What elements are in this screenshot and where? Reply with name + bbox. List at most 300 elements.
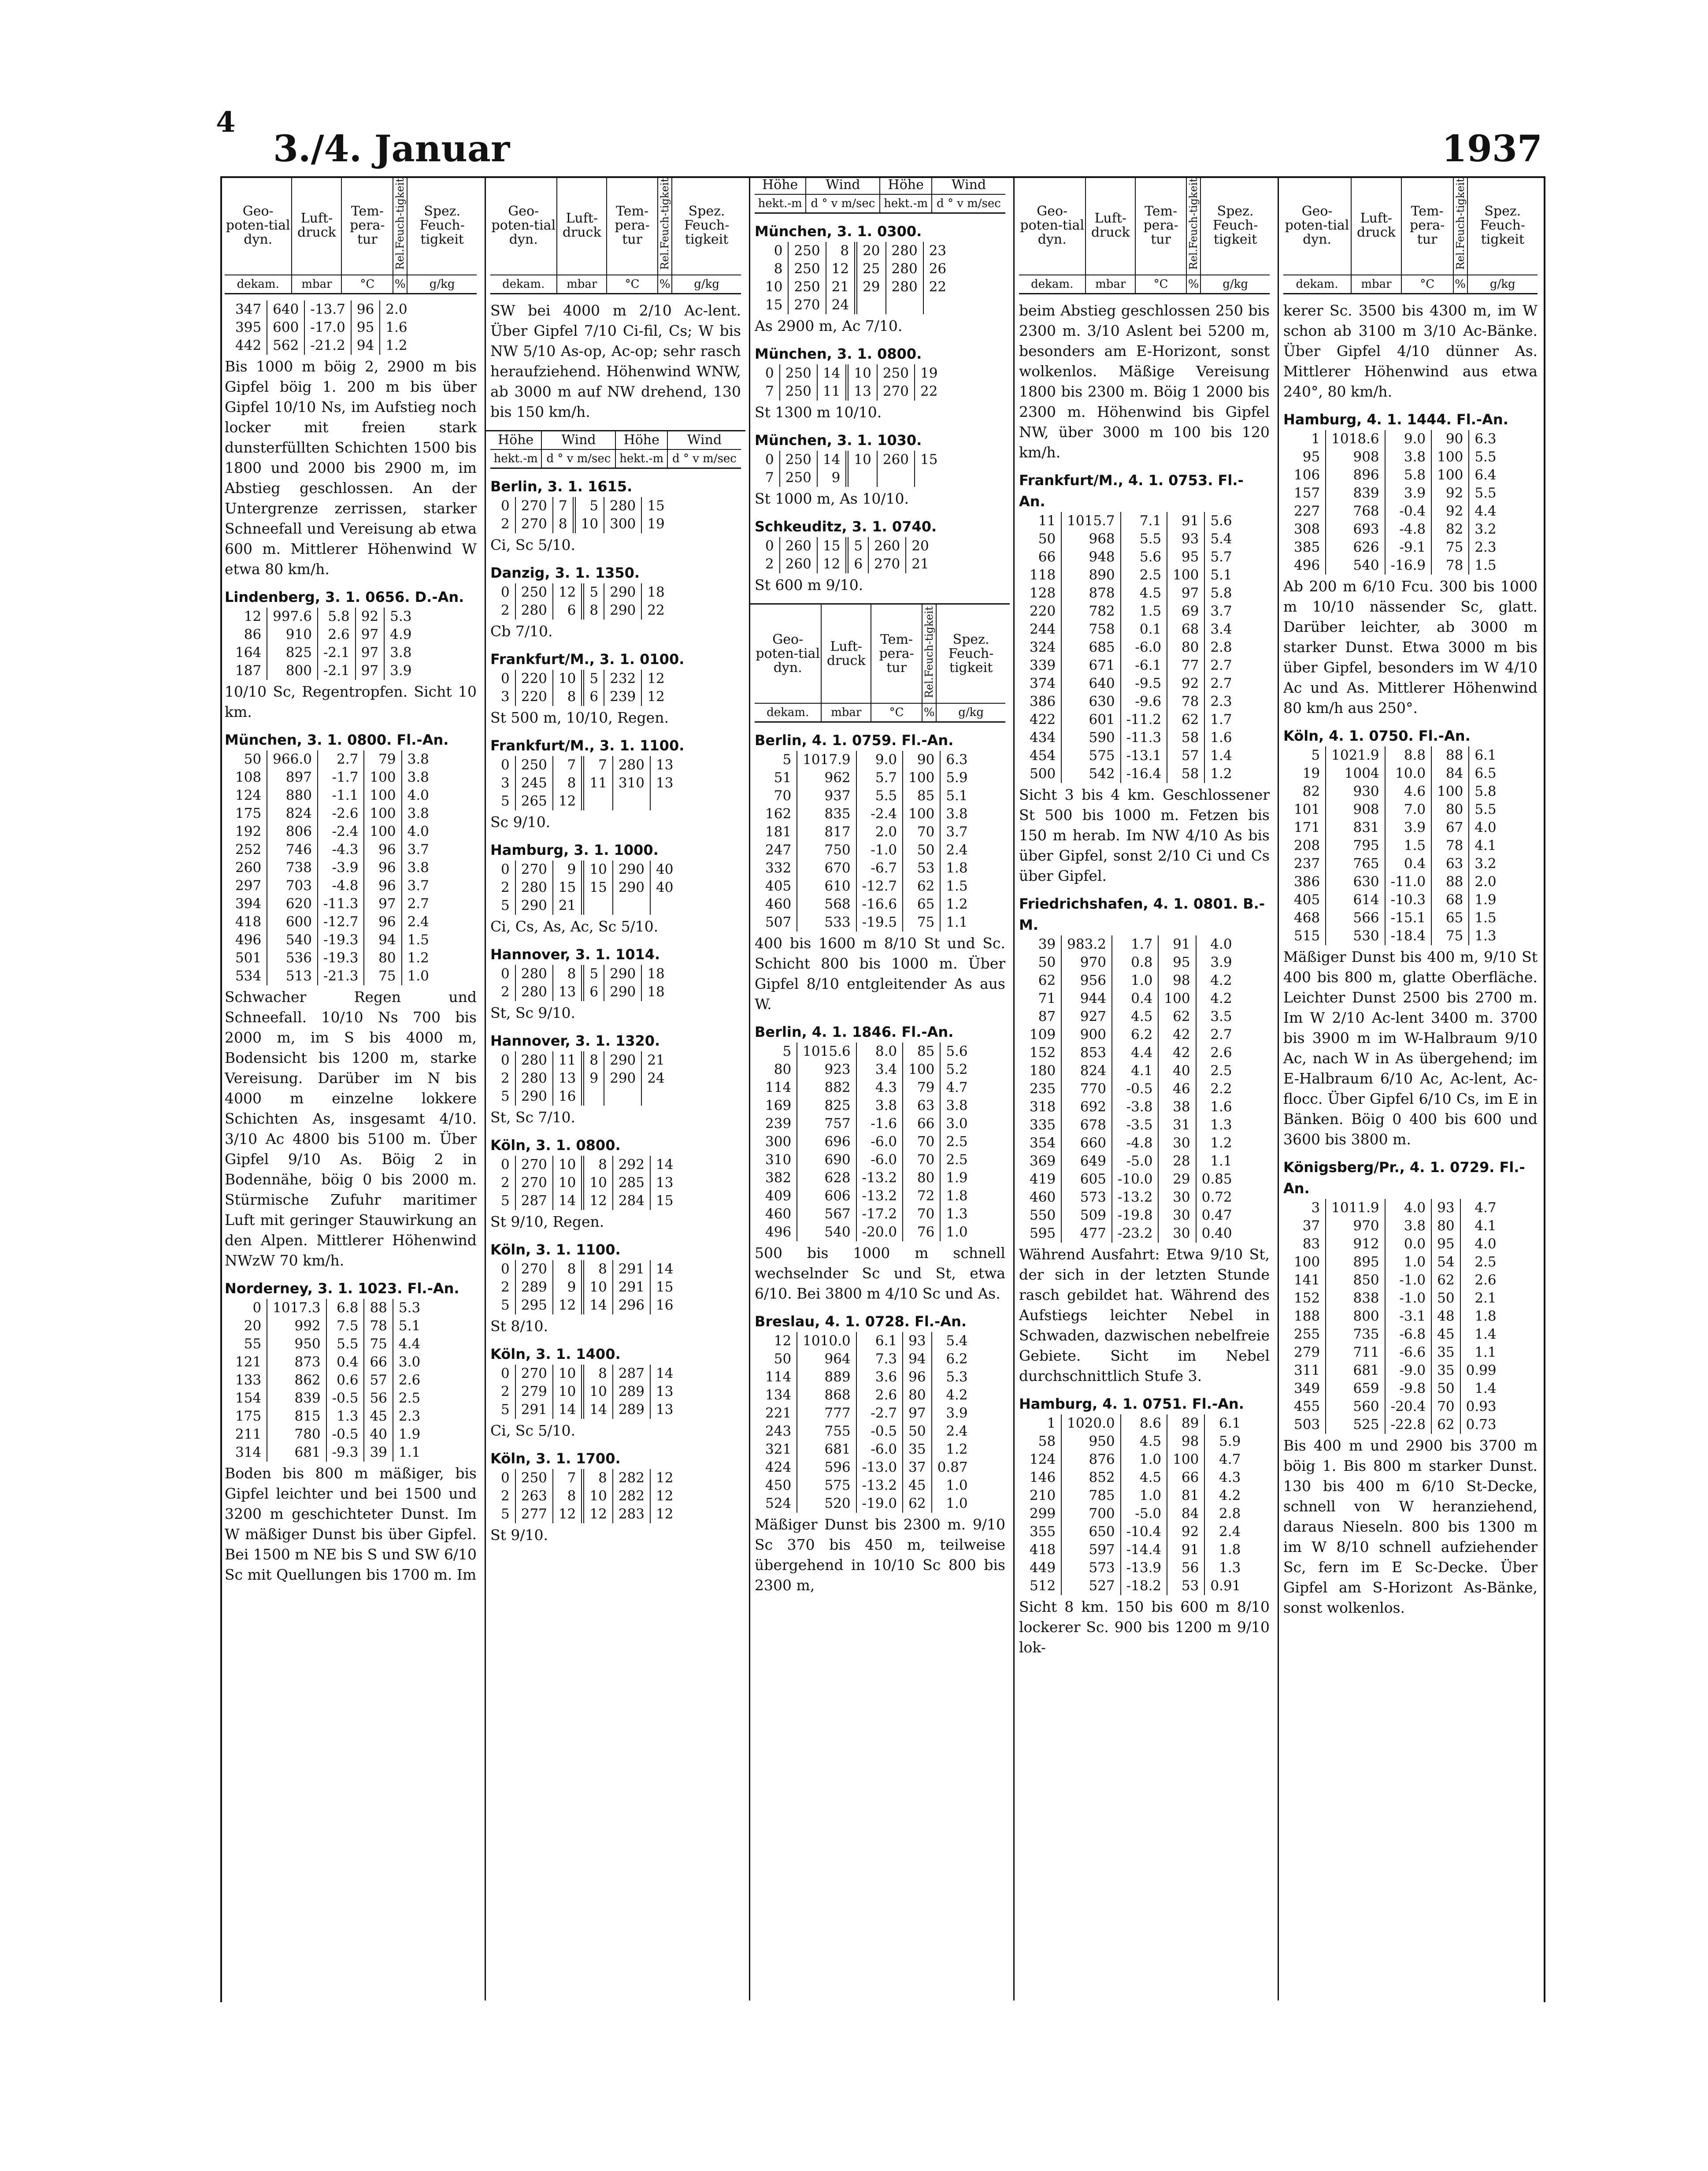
table-cell: 283 (613, 1505, 650, 1523)
table-cell: 1.0 (932, 1495, 973, 1513)
table-cell: 0.93 (1460, 1398, 1502, 1416)
station-title: Schkeuditz, 3. 1. 0740. (755, 518, 937, 535)
table-cell: 245 (515, 774, 553, 792)
table-cell: 5.5 (326, 1335, 364, 1353)
table-cell: 282 (613, 1469, 650, 1487)
station-title: Köln, 4. 1. 0750. Fl.-An. (1283, 727, 1471, 745)
table-cell: 4.5 (1121, 1469, 1167, 1487)
table-cell: 540 (797, 1223, 856, 1241)
table-cell: 1.0 (1121, 1451, 1167, 1469)
sounding-header (1019, 176, 1270, 294)
table-row (235, 319, 413, 337)
table-cell: 20 (244, 1318, 262, 1334)
table-row (501, 1192, 678, 1210)
sounding-table (235, 750, 434, 985)
table-cell: 243 (765, 1423, 792, 1440)
table-cell: 795 (1326, 837, 1385, 855)
table-cell: 6 (583, 688, 604, 706)
table-cell: 1.8 (1204, 1541, 1246, 1559)
table-cell: 442 (235, 338, 262, 354)
table-cell: 270 (788, 296, 826, 314)
table-cell: 100 (1431, 448, 1469, 466)
table-cell: -21.2 (304, 337, 351, 355)
table-cell: 1.9 (1469, 891, 1501, 909)
table-cell: -11.3 (1121, 729, 1167, 747)
table-cell: 141 (1294, 1272, 1320, 1288)
table-cell: 542 (1061, 765, 1120, 783)
column-5 (1278, 176, 1542, 2000)
wind-table (501, 497, 670, 533)
table-row (1030, 1559, 1246, 1577)
table-row (765, 1386, 973, 1404)
table-cell: 72 (903, 1187, 940, 1205)
table-cell: 263 (515, 1487, 553, 1505)
table-cell: 910 (267, 626, 318, 644)
table-cell: 12 (553, 1296, 583, 1314)
table-cell: 3.8 (940, 1097, 973, 1115)
unit-row (490, 449, 741, 468)
table-cell: 908 (1326, 448, 1385, 466)
table-cell: 4.6 (1385, 783, 1432, 801)
table-cell: 16 (650, 1296, 678, 1314)
sounding-note: Bis 400 m und 2900 bis 3700 m böig 1. Bis 800 m starker Dunst. 130 bis 400 m 6/10 St-Decke, schnell von W heranziehend, daraus Nieseln. 800 bis 1300 m im W 8/10 schnell aufziehender Sc, fern im E Sc-Decke. Über Gipfel am S-Horizont As-Bänke, sonst wolkenlos. (1283, 1437, 1538, 1617)
table-cell: 1.6 (380, 319, 412, 337)
table-row (501, 670, 670, 688)
table-cell: 300 (604, 515, 641, 533)
table-cell: 6.3 (940, 751, 973, 769)
table-cell: 92 (1431, 484, 1469, 502)
wind-note: Sc 9/10. (490, 813, 551, 831)
table-cell: 355 (1030, 1524, 1056, 1540)
table-cell: -11.3 (318, 895, 364, 913)
table-cell: 211 (235, 1426, 262, 1443)
table-cell: 0.6 (326, 1371, 364, 1389)
table-row (1294, 448, 1502, 466)
table-cell: 10 (583, 1383, 613, 1401)
wind-table (765, 451, 943, 487)
table-cell: 30 (1158, 1188, 1196, 1206)
header-label: Rel.Feuch-tigkeit (923, 606, 936, 698)
table-cell: 681 (267, 1444, 326, 1462)
table-cell: 0.4 (1385, 855, 1432, 873)
table-cell: 1.5 (1469, 909, 1501, 927)
table-cell: 57 (364, 1371, 393, 1389)
table-row (235, 768, 434, 787)
table-cell (641, 1087, 670, 1106)
table-cell: 347 (235, 301, 262, 318)
table-cell: 8 (553, 1487, 583, 1505)
wind-table (501, 1156, 678, 1210)
table-cell: 65 (1431, 909, 1469, 927)
table-cell: 175 (235, 805, 262, 822)
page-year: 1937 (1441, 128, 1542, 170)
table-cell: 46 (1158, 1080, 1196, 1098)
table-cell: -19.8 (1112, 1206, 1159, 1225)
table-cell: 500 (1030, 766, 1056, 782)
table-row (1294, 801, 1502, 819)
table-cell: 1.0 (940, 1223, 973, 1241)
table-cell: 91 (1158, 935, 1196, 954)
table-cell: 700 (1061, 1505, 1120, 1523)
station-title: Danzig, 3. 1. 1350. (490, 564, 640, 582)
table-cell: 540 (267, 931, 318, 949)
table-cell: 280 (515, 983, 553, 1001)
table-cell: 853 (1061, 1044, 1112, 1062)
table-cell: 605 (1061, 1170, 1112, 1188)
table-cell: 1.8 (940, 859, 973, 877)
table-row (1294, 1235, 1502, 1253)
table-cell: 5 (847, 537, 868, 555)
unit-cell: hekt.-m (755, 194, 806, 213)
table-cell: 250 (877, 364, 915, 382)
table-row (501, 774, 678, 792)
table-row (1294, 909, 1502, 927)
table-cell: 1.5 (402, 931, 434, 949)
table-cell: 824 (267, 805, 318, 823)
unit-cell: d ° v m/sec (667, 449, 741, 468)
table-row (235, 931, 434, 949)
table-cell: 1.8 (1460, 1307, 1502, 1325)
table-cell: -23.2 (1112, 1225, 1159, 1243)
table-cell: 187 (235, 663, 262, 679)
table-cell: 5.6 (1121, 548, 1167, 566)
header-cell: Höhe (762, 177, 798, 193)
table-cell: 5 (501, 1297, 510, 1314)
table-cell: 4.1 (1112, 1062, 1159, 1080)
table-row (1030, 1026, 1237, 1044)
table-cell: 270 (515, 1260, 553, 1278)
table-cell: 84 (1167, 1505, 1204, 1523)
sounding-table (235, 608, 417, 680)
wind-note: Ci, Cs, As, Ac, Sc 5/10. (490, 918, 659, 935)
table-row (501, 1505, 678, 1523)
table-cell: 48 (1431, 1307, 1460, 1325)
table-cell: 25 (856, 260, 886, 278)
table-cell: 419 (1030, 1171, 1056, 1188)
wind-table (501, 583, 670, 620)
table-row (1030, 1577, 1246, 1595)
table-cell: 109 (1030, 1027, 1056, 1043)
table-cell: 188 (1294, 1308, 1320, 1325)
table-cell: 50 (903, 1422, 931, 1440)
table-cell: 14 (650, 1365, 678, 1383)
table-cell: 19 (641, 515, 670, 533)
table-cell: 10 (583, 1174, 613, 1192)
table-cell: 690 (797, 1151, 856, 1169)
table-cell: 876 (1061, 1451, 1120, 1469)
table-cell: 335 (1030, 1117, 1056, 1133)
unit-cell: hekt.-m (880, 194, 931, 213)
table-cell: 4.2 (1196, 972, 1237, 990)
table-cell: 5 (583, 965, 604, 983)
table-cell: 460 (1030, 1189, 1056, 1206)
unit-cell: dekam. (225, 275, 292, 294)
unit-cell: dekam. (1019, 275, 1086, 294)
table-cell: 250 (780, 469, 817, 487)
table-cell: 14 (817, 451, 847, 469)
table-cell: 97 (1167, 584, 1204, 602)
table-cell: -13.0 (856, 1458, 903, 1477)
table-cell: 21 (641, 1051, 670, 1069)
table-cell: 154 (235, 1390, 262, 1407)
table-cell: 18 (641, 583, 670, 601)
table-cell: 66 (364, 1353, 393, 1371)
table-cell: 121 (235, 1354, 262, 1370)
table-cell: 5.2 (940, 1061, 973, 1079)
table-cell: 21 (826, 278, 856, 296)
table-cell: 4.7 (1460, 1199, 1502, 1217)
table-cell: 280 (515, 879, 553, 897)
table-cell: 91 (1167, 512, 1204, 530)
sounding-note: 500 bis 1000 m schnell wechselnder Sc und St, etwa 6/10. Bei 3800 m 4/10 Sc und As. (755, 1244, 1005, 1303)
table-cell: 114 (765, 1080, 792, 1096)
table-cell: 968 (1061, 530, 1120, 548)
table-cell: 239 (604, 688, 641, 706)
station-title: Hamburg, 4. 1. 0751. Fl.-An. (1019, 1395, 1244, 1413)
table-cell: 777 (797, 1404, 856, 1422)
table-cell (583, 1087, 604, 1106)
station-title: Köln, 3. 1. 1400. (490, 1346, 621, 1363)
table-cell: 26 (923, 260, 952, 278)
table-cell: 12 (553, 583, 583, 601)
sounding-note: Bis 1000 m böig 2, 2900 m bis Gipfel böig 1. 200 m bis über Gipfel 10/10 Ns, im Aufstieg noch locker mit freien stark dunsterfüllten Schichten 1500 bis 1800 und 2000 bis 2900 m, im Abstieg geschlossen. An der Untergrenze zerrissen, starker Schneefall und Vereisung ab etwa 600 m. Mittlerer Höhenwind W etwa 80 km/h. (225, 358, 477, 578)
table-row (1030, 1414, 1246, 1432)
table-cell: 339 (1030, 657, 1056, 674)
table-cell: 13 (650, 1383, 678, 1401)
unit-cell: mbar (292, 275, 341, 294)
table-cell: 332 (765, 860, 792, 876)
table-cell: 3.9 (1385, 484, 1432, 502)
table-cell: -6.6 (1385, 1343, 1432, 1362)
table-cell: 862 (267, 1371, 326, 1389)
table-cell: 80 (903, 1386, 931, 1404)
table-cell: 454 (1030, 748, 1056, 764)
table-row (1030, 693, 1237, 711)
table-cell: 270 (868, 555, 906, 573)
table-cell: 1.3 (1204, 1559, 1246, 1577)
table-cell: 58 (1167, 729, 1204, 747)
table-cell: 0 (501, 1052, 510, 1069)
table-cell: 70 (903, 1133, 940, 1151)
table-cell: 1.2 (380, 337, 412, 355)
table-row (765, 859, 973, 877)
table-cell: 68 (1431, 891, 1469, 909)
table-cell: 80 (364, 949, 401, 967)
table-cell: 1.9 (393, 1425, 426, 1444)
table-cell: 15 (765, 297, 783, 313)
table-cell: 908 (1326, 801, 1385, 819)
table-cell: 29 (1158, 1170, 1196, 1188)
sounding-note: beim Abstieg geschlossen 250 bis 2300 m. 3/10 Aslent bei 5200 m, besonders am E-Horizont, sonst wolkenlos. Mäßige Vereisung 1800 bis 2300 m. Böig 1 2000 bis 2300 m. Höhenwind bis Gipfel NW, über 3000 m 100 bis 120 km/h. (1019, 302, 1270, 461)
table-cell: 681 (797, 1440, 856, 1458)
wind-note: St, Sc 7/10. (490, 1109, 576, 1126)
table-cell: 5.5 (1121, 530, 1167, 548)
table-row (1030, 566, 1237, 584)
table-row (1294, 557, 1502, 575)
table-cell: 3.8 (1385, 1217, 1432, 1235)
wind-note: Ci, Sc 5/10. (490, 1422, 575, 1440)
table-row (1294, 1271, 1502, 1289)
sounding-note: Boden bis 800 m mäßiger, bis Gipfel leichter und bei 1500 und 3200 m geschichteter Dunst. Im W mäßiger Dunst bis über Gipfel. Bei 1500 m NE bis S und SW 6/10 Sc mit Quellungen bis 1700 m. Im (225, 1465, 477, 1584)
table-cell: 746 (267, 841, 318, 859)
table-cell: 10 (583, 1278, 613, 1296)
table-cell: -13.1 (1121, 747, 1167, 765)
table-cell: 838 (1326, 1289, 1385, 1307)
unit-cell: mbar (1351, 275, 1401, 294)
table-cell: 1017.9 (797, 751, 856, 769)
table-cell: 318 (1030, 1099, 1056, 1115)
table-cell: 1.6 (1196, 1098, 1237, 1116)
table-row (1030, 1505, 1246, 1523)
table-cell: 12 (641, 688, 670, 706)
table-cell: 250 (788, 260, 826, 278)
table-cell: 10 (553, 1156, 583, 1174)
table-row (1030, 657, 1237, 675)
table-row (1294, 746, 1502, 764)
table-cell: -6.0 (856, 1440, 903, 1458)
table-row (1030, 1134, 1237, 1152)
table-cell: 4.4 (1469, 502, 1501, 520)
table-cell: 50 (1038, 954, 1056, 971)
table-cell: 496 (1294, 557, 1320, 574)
table-cell: 5.3 (932, 1368, 973, 1386)
table-cell: 8.8 (1385, 746, 1432, 764)
table-cell: 1.0 (1385, 1253, 1432, 1271)
table-cell: 8 (826, 242, 856, 260)
table-cell: 2 (501, 1070, 510, 1087)
unit-cell: dekam. (755, 703, 821, 722)
table-cell: 35 (1431, 1362, 1460, 1380)
table-cell: 40 (364, 1425, 393, 1444)
table-cell: 100 (364, 768, 401, 787)
table-row (1030, 729, 1237, 747)
table-cell: 4.4 (1112, 1044, 1159, 1062)
table-cell: 1.4 (1460, 1325, 1502, 1343)
table-cell: 250 (515, 756, 553, 774)
table-cell: 983.2 (1061, 935, 1112, 954)
table-cell (847, 469, 877, 487)
table-cell: -6.0 (856, 1133, 903, 1151)
table-cell: 8 (583, 1156, 613, 1174)
table-cell: 496 (235, 932, 262, 948)
table-cell: 45 (364, 1407, 393, 1425)
table-cell: 4.5 (1121, 584, 1167, 602)
header-cell: Höhe (498, 432, 534, 448)
table-row (235, 1389, 426, 1407)
table-cell: 13 (553, 1069, 583, 1087)
table-cell: 5 (501, 793, 510, 809)
sounding-table (235, 1299, 426, 1462)
table-cell: 3 (1311, 1200, 1320, 1216)
table-cell: 882 (797, 1079, 856, 1097)
table-cell: 2.6 (318, 626, 356, 644)
table-cell: 270 (515, 497, 553, 515)
table-row (1294, 1416, 1502, 1434)
header-cell (1186, 176, 1200, 275)
table-cell: 250 (780, 364, 817, 382)
table-cell: -1.0 (1385, 1289, 1432, 1307)
table-cell: 509 (1061, 1206, 1112, 1225)
table-cell: 2.1 (1460, 1289, 1502, 1307)
station-title: Frankfurt/M., 4. 1. 0753. Fl.-An. (1019, 472, 1244, 510)
table-cell: 950 (267, 1335, 326, 1353)
header-cell: Luft-druck (557, 176, 607, 275)
table-cell: 250 (780, 451, 817, 469)
table-cell: 9 (553, 1278, 583, 1296)
table-cell: -9.0 (1385, 1362, 1432, 1380)
table-cell: 614 (1326, 891, 1385, 909)
table-cell: 250 (788, 242, 826, 260)
table-cell: 507 (765, 914, 792, 931)
table-cell: 15 (817, 537, 847, 555)
table-cell: 0 (501, 498, 510, 514)
table-cell: 19 (915, 364, 943, 382)
sounding-table (765, 1332, 973, 1513)
table-cell: 8 (774, 261, 783, 277)
table-cell: 896 (1326, 466, 1385, 484)
table-cell: 78 (1431, 557, 1469, 575)
table-cell: 21 (553, 897, 583, 915)
unit-cell: mbar (1086, 275, 1135, 294)
table-cell: 2.6 (393, 1371, 426, 1389)
table-cell: -18.2 (1121, 1577, 1167, 1595)
table-cell: 937 (797, 787, 856, 805)
table-cell (856, 296, 886, 314)
table-cell: 162 (765, 806, 792, 822)
table-cell: 2.7 (318, 750, 364, 768)
table-cell: 192 (235, 824, 262, 840)
unit-cell: g/kg (1467, 275, 1538, 294)
table-cell: 20 (906, 537, 934, 555)
table-cell: 96 (364, 841, 401, 859)
table-row (1294, 819, 1502, 837)
table-cell: 321 (765, 1441, 792, 1458)
table-cell: 35 (1431, 1343, 1460, 1362)
unit-row (1283, 275, 1538, 294)
table-row (765, 451, 943, 469)
table-cell: 685 (1061, 638, 1120, 657)
table-cell: 37 (903, 1458, 931, 1477)
header-cell: Höhe (615, 431, 667, 449)
table-cell: 29 (856, 278, 886, 296)
table-cell: 13 (650, 756, 678, 774)
table-cell: 650 (1061, 1523, 1120, 1541)
table-row (765, 242, 952, 260)
table-row (1030, 1062, 1237, 1080)
table-cell: 1015.6 (797, 1043, 856, 1061)
table-cell: 8 (553, 515, 574, 533)
table-cell: 220 (1030, 603, 1056, 620)
table-cell: 738 (267, 859, 318, 877)
table-cell: -13.9 (1121, 1559, 1167, 1577)
sounding-table (765, 1043, 973, 1241)
table-cell: 210 (1030, 1488, 1056, 1504)
table-cell: 2.3 (1469, 538, 1501, 557)
table-cell: 50 (1431, 1380, 1460, 1398)
table-cell: 290 (604, 601, 641, 620)
table-row (501, 983, 670, 1001)
table-cell: 394 (235, 896, 262, 912)
table-cell: 260 (868, 537, 906, 555)
table-cell: 75 (1431, 927, 1469, 945)
table-cell: 53 (903, 859, 940, 877)
column-3 (749, 176, 1010, 2000)
wind-table (501, 861, 678, 915)
table-cell: 10 (583, 861, 613, 879)
table-cell: -9.1 (1385, 538, 1432, 557)
table-row (765, 841, 973, 859)
table-cell: 3 (501, 775, 510, 791)
